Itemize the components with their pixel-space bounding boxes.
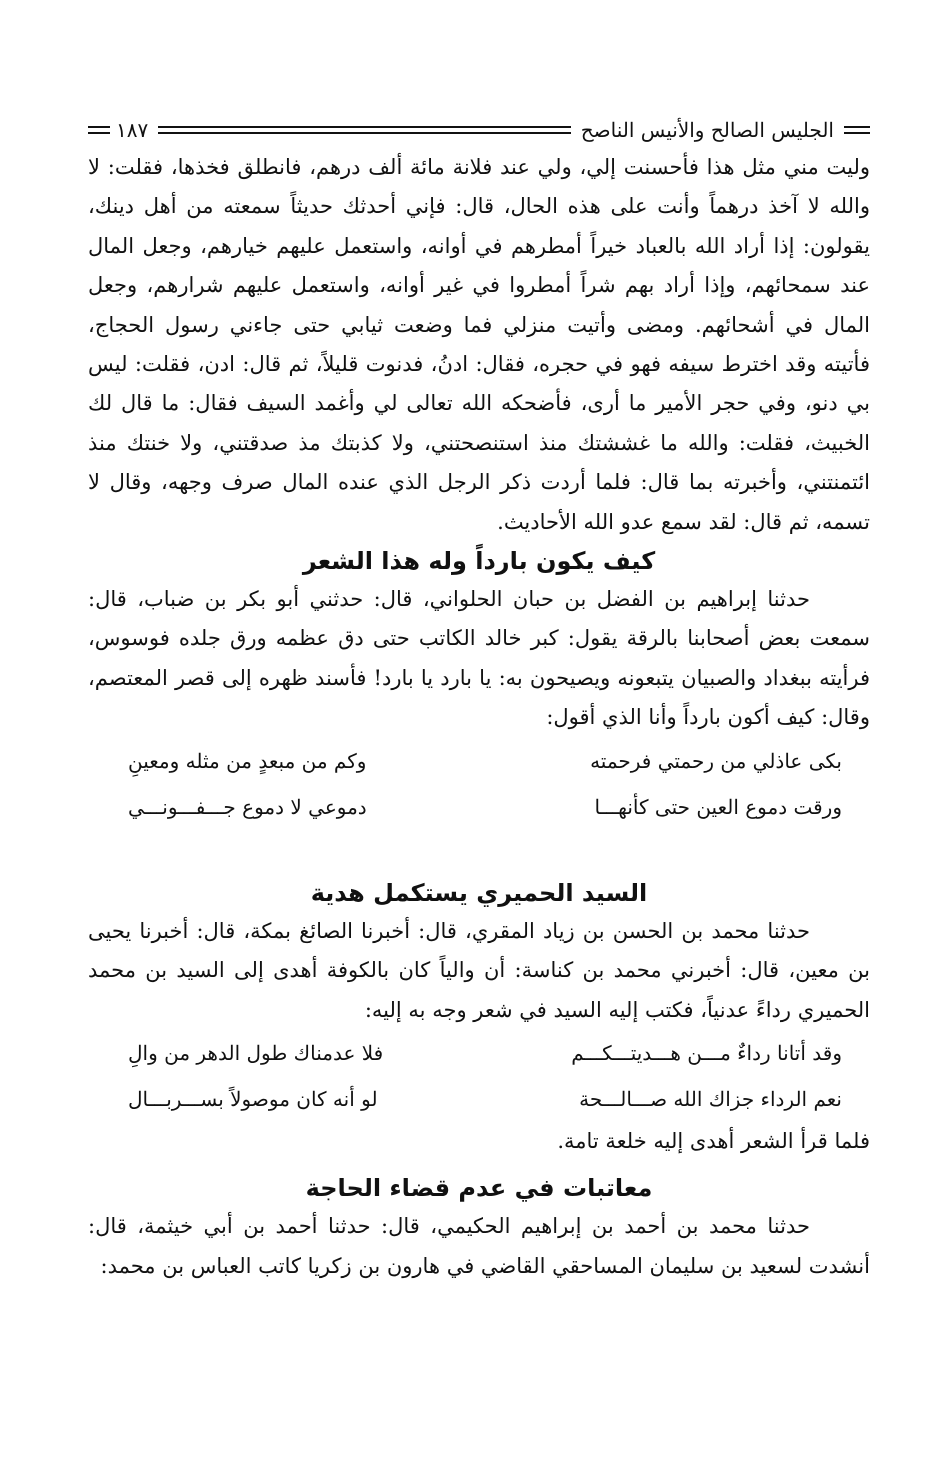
verse-first-hemistich: بكى عاذلي من رحمتي فرحمته [590, 748, 842, 773]
book-page [88, 112, 870, 1286]
intro-paragraph: وليت مني مثل هذا فأحسنت إلي، ولي عند فلانة مائة ألف درهم، فانطلق فخذها، فقلت: لا والله لا آخذ درهماً وأنت على هذه الحال، قال: فإني أحدثك حديثاً سمعته من أهل دينك، يقولون: إذا أراد الله بالعباد خيراً أمطرهم في أوانه، واستعمل عليهم خيارهم، وجعل المال عند سمحائهم، وإذا أراد بهم شراً أمطروا في غير أوانه، واستعمل عليهم شرارهم، وجعل المال في أشحائهم. ومضى وأتيت منزلي فما وضعت ثيابي حتى جاءني رسول الحجاج، فأتيته وقد اخترط سيفه فهو في حجره، فقال: ادنُ، فدنوت قليلاً، ثم قال: ادن، فقلت: ليس بي دنو، وفي حجر الأمير ما أرى، فأضحكه الله تعالى لي وأغمد السيف فقال: ما قال لك الخبيث، فقلت: والله ما غششتك منذ استنصحتني، ولا كذبتك مذ صدقتني، ولا خنتك منذ ائتمنتني، وأخبرته بما قال: فلما أردت ذكر الرجل الذي عنده المال صرف وجهه، وقال لا تسمه، ثم قال: لقد سمع عدو الله الأحاديث. [88, 155, 870, 534]
verse-first-hemistich: نعم الرداء جزاك الله صـــالـــحة [579, 1086, 842, 1111]
verse-second-hemistich: دموعي لا دموع جـــفـــونـــي [128, 794, 367, 819]
verse-second-hemistich: وكم من مبعدٍ من مثله ومعينِ [128, 748, 367, 773]
section-gap [88, 830, 870, 874]
poem-verse [88, 1076, 870, 1122]
header-rule-end [88, 126, 110, 134]
verse-first-hemistich: وقد أتانا رداءٌ مـــن هـــديتـــكـــم [571, 1040, 842, 1065]
header-rule-start [844, 126, 870, 134]
header-rule-long [158, 126, 570, 134]
section-heading-unfulfilled-need: معاتبات في عدم قضاء الحاجة [305, 1174, 653, 1203]
running-header [88, 112, 870, 148]
verse-first-hemistich: ورقت دموع العين حتى كأنهـــا [594, 794, 842, 819]
section-heading-cold-poet: كيف يكون بارداً وله هذا الشعر [302, 547, 656, 576]
section-gap [88, 1161, 870, 1169]
verse-second-hemistich: لو أنه كان موصولاً بســـربـــال [128, 1086, 378, 1111]
book-title: الجليس الصالح والأنيس الناصح [580, 118, 834, 142]
section-paragraph-humairi-gift: حدثنا محمد بن الحسن بن زياد المقري، قال: أخبرنا الصائغ بمكة، قال: أخبرنا يحيى بن معين، قال: أخبرني محمد بن كناسة: أن والياً كان بالكوفة أهدى إلى السيد بن محمد الحميري رداءً عدنياً، فكتب إليه السيد في شعر وجه به إليه: [88, 918, 870, 1022]
section-paragraph-unfulfilled-need: حدثنا محمد بن أحمد بن إبراهيم الحكيمي، قال: حدثنا أحمد بن أبي خيثمة، قال: أنشدت لسعيد بن سليمان المساحقي القاضي في هارون بن زكريا كاتب العباس بن محمد: [88, 1214, 870, 1278]
section-closing-line: فلما قرأ الشعر أهدى إليه خلعة تامة. [557, 1128, 870, 1153]
poem-verse [88, 738, 870, 784]
verse-second-hemistich: فلا عدمناك طول الدهر من والِ [128, 1040, 384, 1065]
poem-verse [88, 784, 870, 830]
poem-verse [88, 1030, 870, 1076]
page-number: ١٨٧ [116, 118, 149, 142]
section-heading-humairi-gift: السيد الحميري يستكمل هدية [310, 878, 648, 907]
section-paragraph-cold-poet: حدثنا إبراهيم بن الفضل بن حبان الحلواني، قال: حدثني أبو بكر بن ضباب، قال: سمعت بعض أصحابنا بالرقة يقول: كبر خالد الكاتب حتى دق عظمه ورق جلده فوسوس، فرأيته ببغداد والصبيان يتبعونه ويصيحون به: يا بارد يا بارد! فأسند ظهره إلى قصر المعتصم، وقال: كيف أكون بارداً وأنا الذي أقول: [88, 587, 870, 730]
